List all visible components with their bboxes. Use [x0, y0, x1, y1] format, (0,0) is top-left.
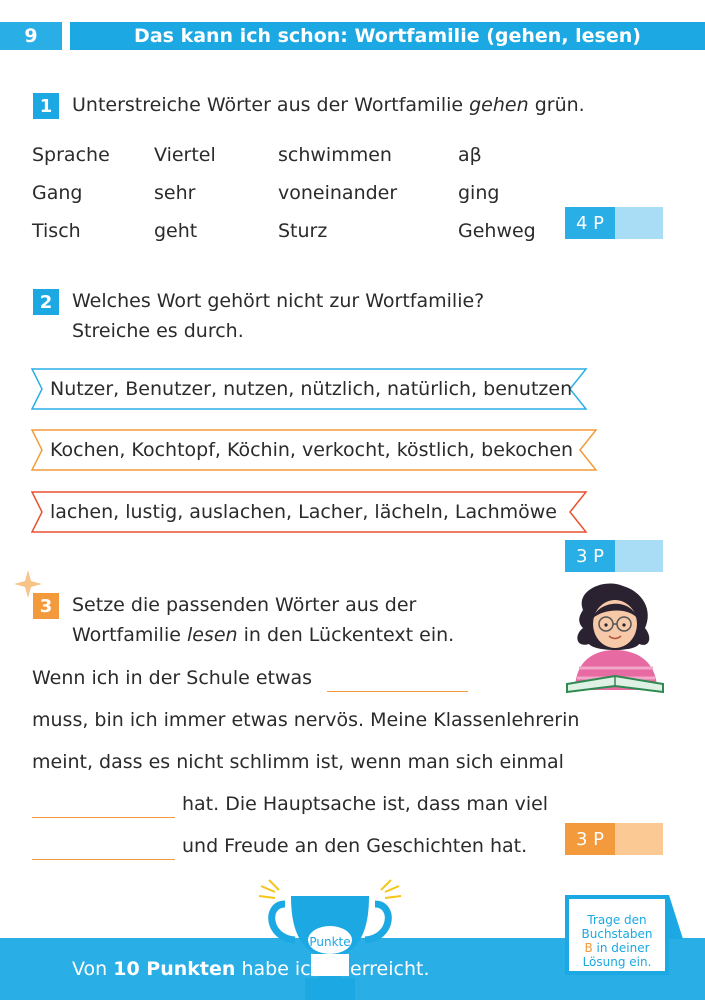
word-option[interactable]: geht — [154, 220, 198, 242]
word-option[interactable]: Tisch — [32, 220, 81, 242]
cloze-line-1: Wenn ich in der Schule etwas — [32, 667, 313, 689]
points-label: 4 P — [565, 207, 615, 239]
points-entry[interactable] — [615, 540, 663, 572]
cloze-line-4: hat. Die Hauptsache ist, dass man viel — [182, 793, 549, 815]
points-entry[interactable] — [615, 207, 663, 239]
page-number: 9 — [0, 22, 62, 50]
hint-box: Trage den Buchstaben B in deiner Lösung ein. — [565, 895, 669, 975]
word-option[interactable]: aβ — [458, 144, 482, 166]
footer-score-text-end: erreicht. — [350, 958, 430, 980]
word-family-text[interactable]: lachen, lustig, auslachen, Lacher, lächeln, Lachmöwe — [50, 501, 557, 523]
cloze-line-5: und Freude an den Geschichten hat. — [182, 835, 528, 857]
word-family-text[interactable]: Nutzer, Benutzer, nutzen, nützlich, natürlich, benutzen — [50, 378, 573, 400]
points-entry[interactable] — [615, 823, 663, 855]
word-option[interactable]: Gehweg — [458, 220, 536, 242]
points-box-task-3 — [565, 823, 663, 855]
task-3-instruction: Setze die passenden Wörter aus der Wortfamilie lesen in den Lückentext ein. — [72, 594, 455, 646]
task-1-instruction: Unterstreiche Wörter aus der Wortfamilie gehen grün. — [72, 94, 585, 116]
word-family-row-3[interactable] — [30, 490, 590, 534]
word-option[interactable]: schwimmen — [278, 144, 392, 166]
footer-score-text: Von 10 Punkten habe ich — [72, 958, 323, 980]
word-option[interactable]: voneinander — [278, 182, 398, 204]
page-title: Das kann ich schon: Wortfamilie (gehen, lesen) — [70, 22, 705, 50]
task-3-number: 3 — [33, 593, 59, 619]
cloze-line-3: meint, dass es nicht schlimm ist, wenn man sich einmal — [32, 751, 564, 773]
points-box-task-1 — [565, 207, 663, 239]
word-option[interactable]: Gang — [32, 182, 83, 204]
blank-field-1[interactable] — [327, 691, 468, 692]
task-1-number: 1 — [33, 93, 59, 119]
word-option[interactable]: Sturz — [278, 220, 328, 242]
blank-field-3[interactable] — [32, 859, 175, 860]
task-2-instruction: Welches Wort gehört nicht zur Wortfamilie? Streiche es durch. — [72, 290, 485, 342]
points-label: 3 P — [565, 823, 615, 855]
cloze-line-2: muss, bin ich immer etwas nervös. Meine Klassenlehrerin — [32, 709, 580, 731]
word-family-row-2[interactable] — [30, 428, 590, 472]
word-family-text[interactable]: Kochen, Kochtopf, Köchin, verkocht, köstlich, bekochen — [50, 439, 574, 461]
word-option[interactable]: Sprache — [32, 144, 110, 166]
word-option[interactable]: sehr — [154, 182, 196, 204]
points-box-task-2 — [565, 540, 663, 572]
blank-field-2[interactable] — [32, 817, 175, 818]
task-2-number: 2 — [33, 289, 59, 315]
word-option[interactable]: Viertel — [154, 144, 216, 166]
trophy-label: Punkte — [309, 935, 351, 949]
points-label: 3 P — [565, 540, 615, 572]
girl-reading-illustration — [565, 580, 665, 695]
word-family-row-1[interactable] — [30, 367, 590, 411]
word-option[interactable]: ging — [458, 182, 500, 204]
